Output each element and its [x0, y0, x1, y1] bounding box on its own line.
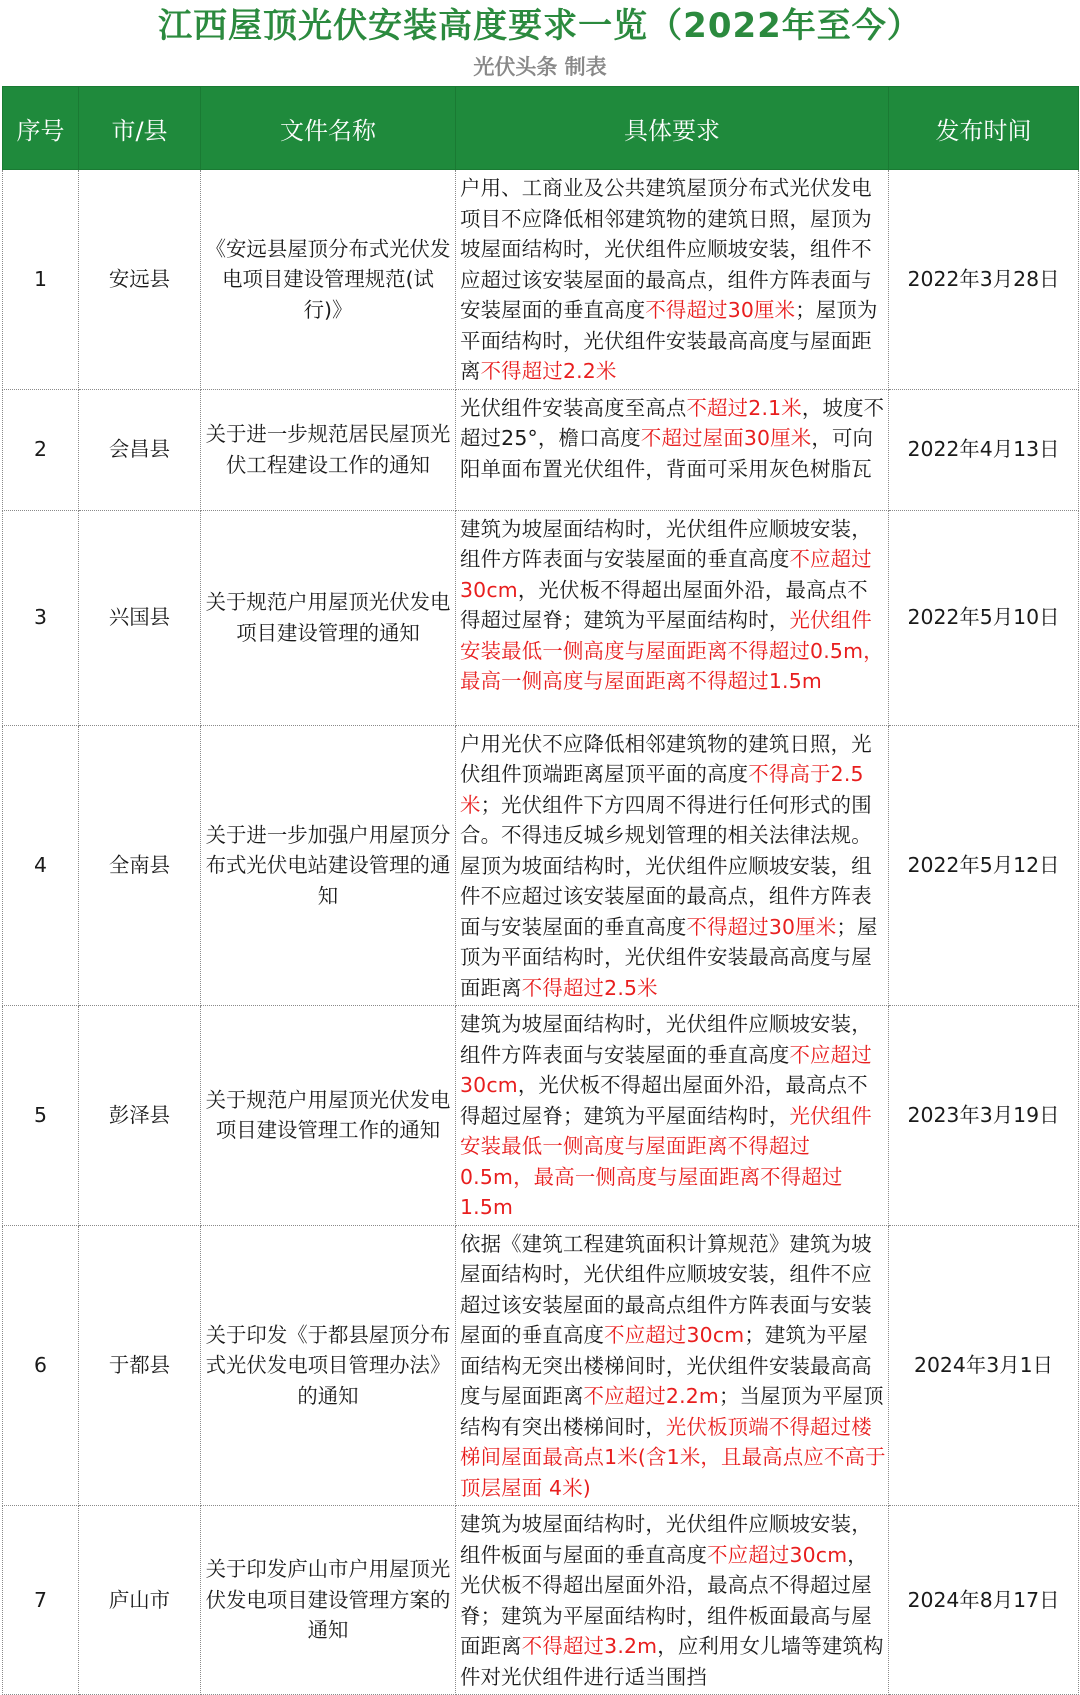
header-no: 序号: [3, 87, 79, 170]
requirement-highlight: 不超过2.1米: [686, 395, 802, 420]
row-file-name: 关于进一步加强户用屋顶分布式光伏电站建设管理的通知: [201, 725, 456, 1006]
row-no: 2: [3, 389, 79, 510]
requirement-text: ，光伏板不得超出屋面外沿，最高点不得超过屋脊；建筑为平屋面结构时，: [460, 1073, 868, 1128]
requirement-text: 建筑为坡屋面结构时，光伏组件应顺坡安装，组件方阵表面与安装屋面的垂直高度: [460, 516, 872, 571]
row-no: 1: [3, 170, 79, 390]
requirement-text: ；建筑为平屋面结构无突出楼梯间时，光伏组件安装最高高度与屋面距离: [460, 1323, 872, 1408]
requirement-text: ，可向阳单面布置光伏组件，背面可采用灰色树脂瓦: [460, 426, 874, 481]
requirement-text: ，坡度不超过25°，檐口高度: [460, 395, 885, 450]
requirement-highlight: 不得超过2.5米: [521, 975, 658, 1000]
row-file-name: 关于印发庐山市户用屋顶光伏发电项目建设管理方案的通知: [201, 1506, 456, 1695]
requirement-highlight: 不应超过30cm: [707, 1542, 848, 1567]
requirement-text: ；光伏组件下方四周不得进行任何形式的围合。不得违反城乡规划管理的相关法律法规。屋顶为坡面结构时，光伏组件应顺坡安装，组件不应超过该安装屋面的最高点，组件方阵表面与安装屋面的垂直高度: [460, 792, 872, 939]
row-no: 3: [3, 510, 79, 725]
row-date: 2022年5月10日: [889, 510, 1079, 725]
row-date: 2023年3月19日: [889, 1006, 1079, 1226]
row-file-name: 《安远县屋顶分布式光伏发电项目建设管理规范(试行)》: [201, 170, 456, 390]
row-county: 全南县: [79, 725, 201, 1006]
requirement-text: 户用、工商业及公共建筑屋顶分布式光伏发电项目不应降低相邻建筑物的建筑日照，屋顶为坡屋面结构时，光伏组件应顺坡安装，组件不应超过该安装屋面的最高点，组件方阵表面与安装屋面的垂直高度: [460, 176, 872, 322]
requirement-text: 户用光伏不应降低相邻建筑物的建筑日照，光伏组件顶端距离屋顶平面的高度: [460, 731, 872, 786]
table-row: [3, 725, 1079, 1006]
requirement-highlight: 不得超过30厘米: [645, 298, 796, 322]
row-date: 2024年8月17日: [889, 1506, 1079, 1695]
row-date: 2022年4月13日: [889, 389, 1079, 510]
row-requirement: [456, 389, 889, 510]
row-date: 2022年5月12日: [889, 725, 1079, 1006]
requirement-highlight: 不应超过30cm: [604, 1323, 745, 1347]
requirement-highlight: 不得超过30厘米: [686, 914, 837, 939]
row-requirement: [456, 725, 889, 1006]
row-no: 5: [3, 1006, 79, 1226]
row-requirement: [456, 1006, 889, 1226]
row-requirement: [456, 510, 889, 725]
row-no: 7: [3, 1506, 79, 1695]
row-county: 安远县: [79, 170, 201, 390]
table-row: [3, 1006, 1079, 1226]
table-row: [3, 170, 1079, 390]
row-file-name: 关于印发《于都县屋顶分布式光伏发电项目管理办法》的通知: [201, 1225, 456, 1506]
table-header-row: [3, 87, 1079, 170]
header-requirement: 具体要求: [456, 87, 889, 170]
requirement-highlight: 不得高于2.5米: [460, 762, 864, 817]
requirement-text: 建筑为坡屋面结构时，光伏组件应顺坡安装，组件方阵表面与安装屋面的垂直高度: [460, 1012, 872, 1067]
header-county: 市/县: [79, 87, 201, 170]
requirement-highlight: 不应超过2.2m: [583, 1384, 719, 1408]
requirement-text: 依据《建筑工程建筑面积计算规范》建筑为坡屋面结构时，光伏组件应顺坡安装，组件不应超过该安装屋面的最高点组件方阵表面与安装屋面的垂直高度: [460, 1231, 872, 1347]
row-county: 庐山市: [79, 1506, 201, 1695]
row-file-name: 关于规范户用屋顶光伏发电项目建设管理工作的通知: [201, 1006, 456, 1226]
requirement-text: ；当屋顶为平屋顶结构有突出楼梯间时，: [460, 1384, 884, 1439]
page-title: 江西屋顶光伏安装高度要求一览（2022年至今）: [158, 6, 922, 46]
row-file-name: 关于进一步规范居民屋顶光伏工程建设工作的通知: [201, 389, 456, 510]
requirement-text: ；屋顶为平面结构时，光伏组件安装最高高度与屋面距离: [460, 298, 878, 383]
row-file-name: 关于规范户用屋顶光伏发电项目建设管理的通知: [201, 510, 456, 725]
header-file: 文件名称: [201, 87, 456, 170]
page-subtitle: 光伏头条 制表: [473, 55, 607, 79]
row-no: 6: [3, 1225, 79, 1506]
requirement-text: 建筑为坡屋面结构时，光伏组件应顺坡安装，组件板面与屋面的垂直高度: [460, 1512, 872, 1567]
requirement-text: ，应利用女儿墙等建筑构件对光伏组件进行适当围挡: [460, 1634, 884, 1689]
row-county: 兴国县: [79, 510, 201, 725]
requirement-highlight: 不超过屋面30厘米: [640, 426, 812, 450]
row-date: 2022年3月28日: [889, 170, 1079, 390]
requirement-highlight: 不得超过2.2米: [480, 359, 617, 383]
requirement-highlight: 光伏组件安装最低一侧高度与屋面距离不得超过 0.5m，最高一侧高度与屋面距离不得超过 1.5m: [460, 1103, 872, 1219]
requirement-text: 光伏组件安装高度至高点: [460, 395, 687, 420]
requirement-highlight: 不得超过3.2m: [521, 1634, 658, 1658]
requirements-table: [2, 86, 1079, 1695]
requirement-highlight: 光伏组件安装最低一侧高度与屋面距离不得超过0.5m，最高一侧高度与屋面距离不得超过1.5m: [460, 608, 884, 693]
row-requirement: [456, 1225, 889, 1506]
row-date: 2024年3月1日: [889, 1225, 1079, 1506]
row-county: 会昌县: [79, 389, 201, 510]
row-county: 彭泽县: [79, 1006, 201, 1226]
table-row: [3, 1225, 1079, 1506]
requirement-highlight: 不应超过30cm: [460, 547, 872, 602]
row-no: 4: [3, 725, 79, 1006]
requirement-text: ，光伏板不得超出屋面外沿，最高点不得超过屋脊；建筑为平屋面结构时，: [460, 577, 868, 632]
requirement-highlight: 光伏板顶端不得超过楼梯间屋面最高点1米(含1米，且最高点应不高于顶层屋面 4米): [460, 1414, 886, 1500]
row-county: 于都县: [79, 1225, 201, 1506]
row-requirement: [456, 170, 889, 390]
table-row: [3, 389, 1079, 510]
requirement-text: ，光伏板不得超出屋面外沿，最高点不得超过屋脊；建筑为平屋面结构时，组件板面最高与屋面距离: [460, 1542, 872, 1658]
requirement-text: ；屋顶为平面结构时，光伏组件安装最高高度与屋面距离: [460, 914, 878, 1000]
table-row: [3, 1506, 1079, 1695]
header-date: 发布时间: [889, 87, 1079, 170]
row-requirement: [456, 1506, 889, 1695]
requirement-highlight: 不应超过 30cm: [460, 1042, 872, 1097]
table-row: [3, 510, 1079, 725]
